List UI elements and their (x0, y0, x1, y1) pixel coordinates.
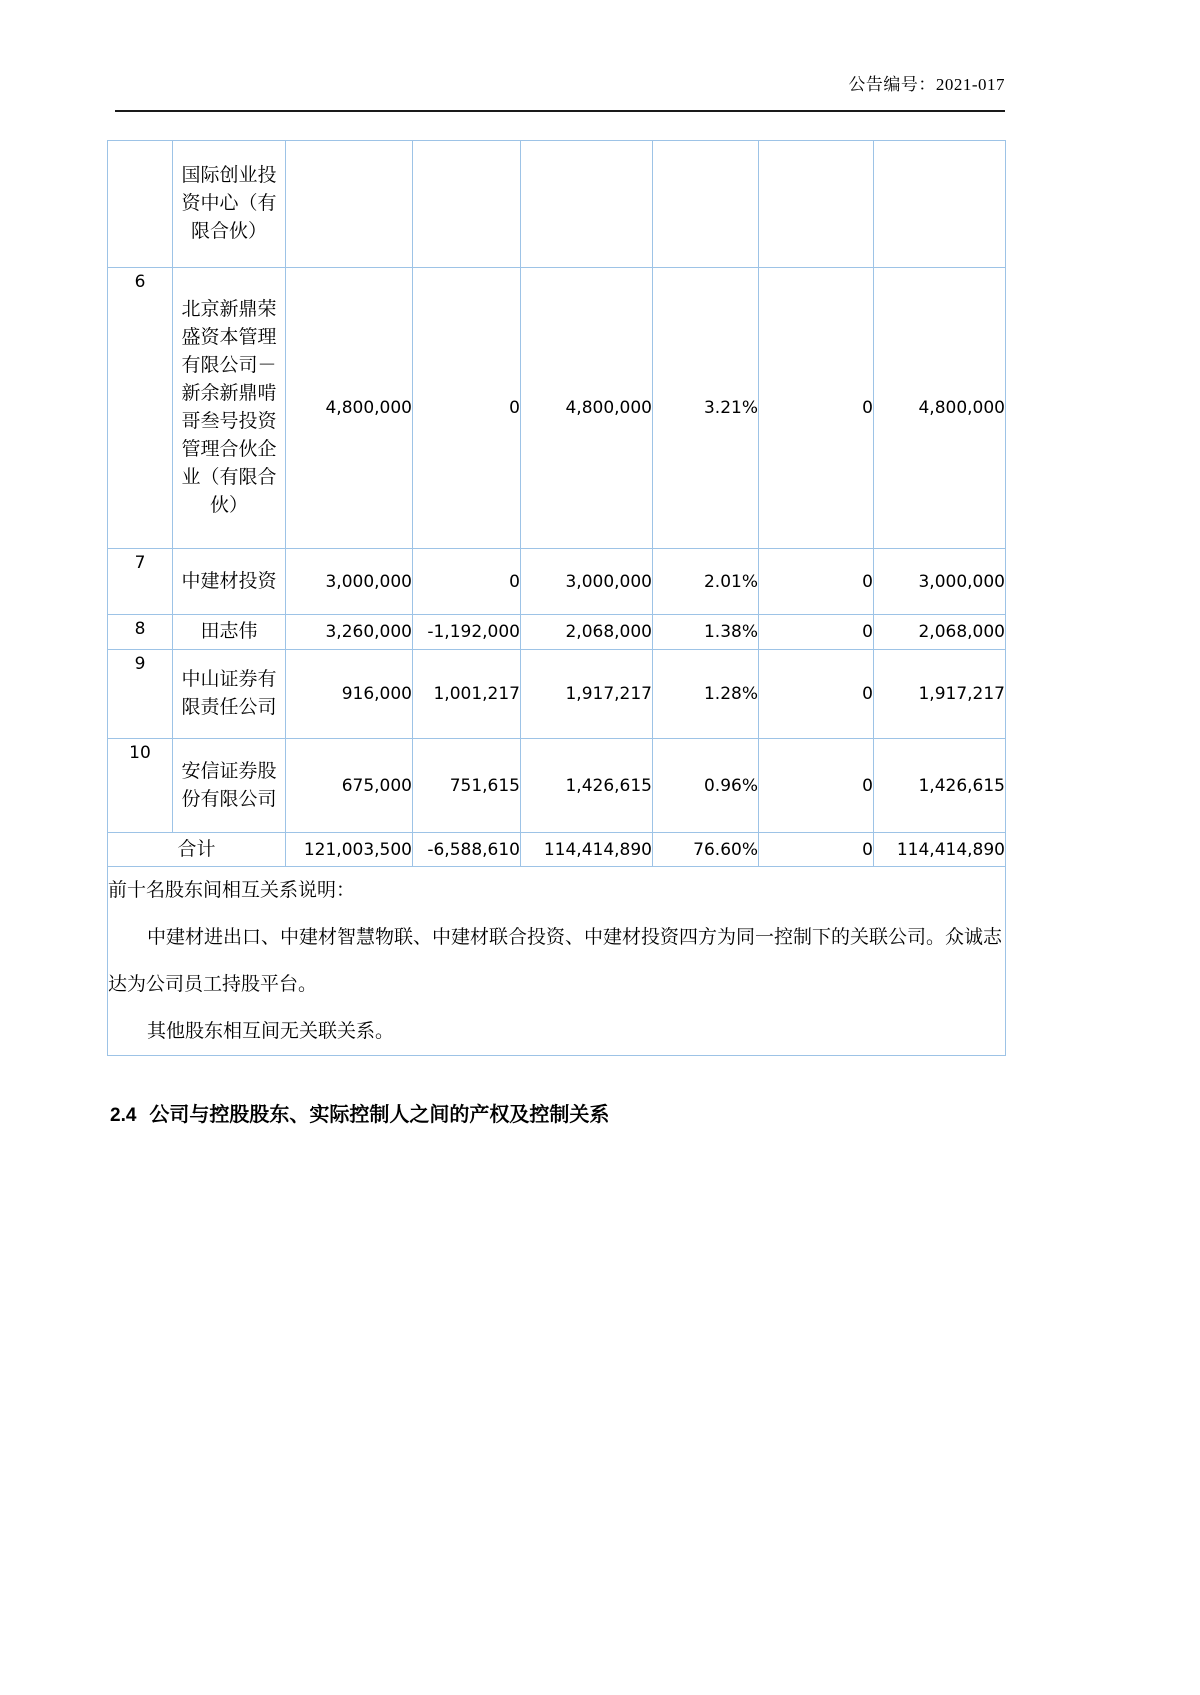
cell-shareholder-name: 中建材投资 (173, 549, 286, 615)
cell-value: 0.96% (653, 739, 759, 833)
cell-shareholder-name: 中山证券有限责任公司 (173, 650, 286, 739)
section-title: 公司与控股股东、实际控制人之间的产权及控制关系 (149, 1104, 610, 1126)
cell-total-value: -6,588,610 (413, 833, 521, 867)
total-label: 合计 (108, 833, 286, 867)
cell-value (413, 141, 521, 268)
table-row-partial (108, 141, 1006, 268)
notes-row (108, 867, 1006, 1056)
section-heading (110, 1098, 609, 1127)
cell-rank: 7 (108, 549, 173, 615)
cell-shareholder-name: 田志伟 (173, 615, 286, 650)
table-row-6 (108, 268, 1006, 549)
cell-value: 4,800,000 (874, 268, 1006, 549)
relationship-notes (108, 867, 1006, 1056)
cell-value: 4,800,000 (286, 268, 413, 549)
cell-rank: 6 (108, 268, 173, 549)
cell-value: 3,000,000 (874, 549, 1006, 615)
cell-value: 2.01% (653, 549, 759, 615)
cell-value (286, 141, 413, 268)
cell-value: 0 (413, 268, 521, 549)
cell-value: -1,192,000 (413, 615, 521, 650)
notes-paragraph: 其他股东相互间无关联关系。 (147, 1021, 395, 1042)
cell-total-value: 114,414,890 (521, 833, 653, 867)
cell-value: 1,426,615 (521, 739, 653, 833)
cell-value: 916,000 (286, 650, 413, 739)
table-row-8 (108, 615, 1006, 650)
cell-value: 0 (759, 615, 874, 650)
cell-value: 1.28% (653, 650, 759, 739)
cell-value: 1,917,217 (521, 650, 653, 739)
total-row (108, 833, 1006, 867)
cell-value: 1,001,217 (413, 650, 521, 739)
cell-value: 751,615 (413, 739, 521, 833)
cell-value: 3.21% (653, 268, 759, 549)
cell-value: 0 (759, 739, 874, 833)
cell-total-value: 121,003,500 (286, 833, 413, 867)
cell-rank (108, 141, 173, 268)
cell-value: 3,000,000 (521, 549, 653, 615)
notes-paragraph: 中建材进出口、中建材智慧物联、中建材联合投资、中建材投资四方为同一控制下的关联公司。众诚志达为公司员工持股平台。 (108, 927, 1003, 995)
announcement-number: 公告编号：2021-017 (848, 75, 1005, 94)
notes-title: 前十名股东间相互关系说明： (108, 880, 356, 901)
cell-value: 1,917,217 (874, 650, 1006, 739)
cell-shareholder-name: 北京新鼎荣盛资本管理有限公司－新余新鼎啃哥叁号投资管理合伙企业（有限合伙） (173, 268, 286, 549)
cell-rank: 10 (108, 739, 173, 833)
cell-value: 1,426,615 (874, 739, 1006, 833)
cell-total-value: 76.60% (653, 833, 759, 867)
cell-value: 2,068,000 (521, 615, 653, 650)
header-divider (115, 110, 1005, 112)
cell-value (874, 141, 1006, 268)
cell-value: 675,000 (286, 739, 413, 833)
shareholders-table (107, 140, 1006, 1056)
cell-value: 2,068,000 (874, 615, 1006, 650)
cell-value: 1.38% (653, 615, 759, 650)
cell-value: 0 (413, 549, 521, 615)
cell-shareholder-name: 安信证券股份有限公司 (173, 739, 286, 833)
cell-value: 0 (759, 650, 874, 739)
cell-value (521, 141, 653, 268)
section-number: 2.4 (110, 1105, 137, 1126)
cell-value (759, 141, 874, 268)
cell-value: 4,800,000 (521, 268, 653, 549)
cell-total-value: 0 (759, 833, 874, 867)
cell-value: 3,260,000 (286, 615, 413, 650)
table-row-7 (108, 549, 1006, 615)
cell-rank: 9 (108, 650, 173, 739)
cell-value (653, 141, 759, 268)
cell-shareholder-name: 国际创业投资中心（有限合伙） (173, 141, 286, 268)
cell-value: 0 (759, 268, 874, 549)
cell-value: 0 (759, 549, 874, 615)
table-row-10 (108, 739, 1006, 833)
table-row-9 (108, 650, 1006, 739)
cell-value: 3,000,000 (286, 549, 413, 615)
cell-rank: 8 (108, 615, 173, 650)
cell-total-value: 114,414,890 (874, 833, 1006, 867)
